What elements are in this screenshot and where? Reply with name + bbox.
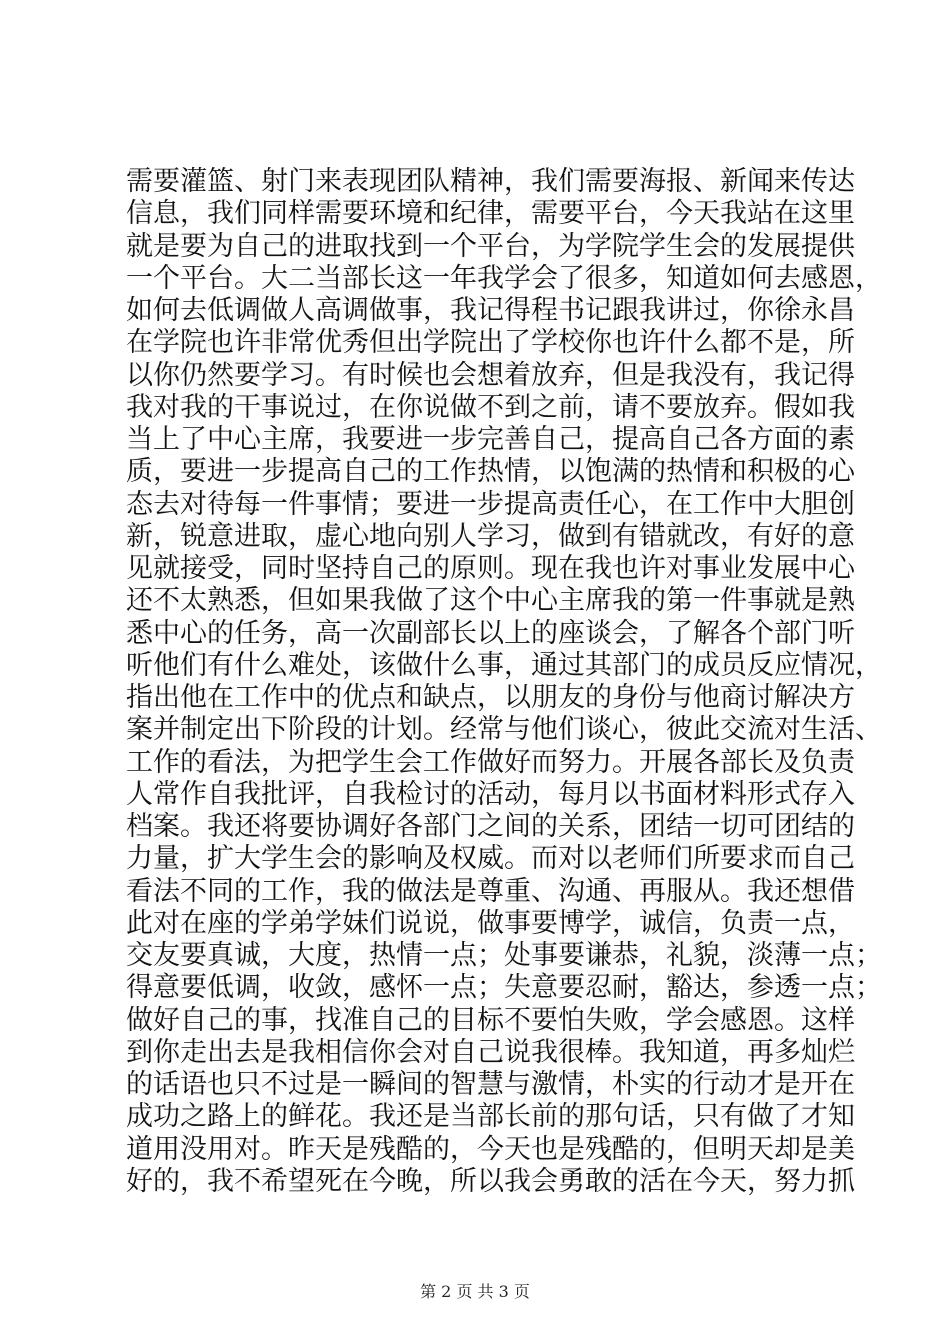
- text-line: 新，锐意进取，虚心地向别人学习，做到有错就改，有好的意: [126, 520, 855, 552]
- text-line: 此对在座的学弟学妹们说说，做事要博学，诚信，负责一点，: [126, 907, 855, 939]
- text-line: 力量，扩大学生会的影响及权威。而对以老师们所要求而自己: [126, 843, 855, 875]
- text-line: 见就接受，同时坚持自己的原则。现在我也许对事业发展中心: [126, 553, 855, 584]
- text-line: 成功之路上的鲜花。我还是当部长前的那句话，只有做了才知: [126, 1101, 855, 1133]
- body-text: [126, 166, 882, 1198]
- text-line: 悉中心的任务，高一次副部长以上的座谈会，了解各个部门听: [126, 617, 855, 649]
- text-line: 做好自己的事，找准自己的目标不要怕失败，学会感恩。这样: [126, 1004, 855, 1036]
- text-line: 交友要真诚，大度，热情一点；处事要谦恭，礼貌，淡薄一点；: [126, 940, 882, 971]
- text-line: 工作的看法，为把学生会工作做好而努力。开展各部长及负责: [126, 746, 855, 778]
- text-line: 得意要低调，收敛，感怀一点；失意要忍耐，豁达，参透一点；: [126, 972, 882, 1004]
- text-line: 还不太熟悉，但如果我做了这个中心主席我的第一件事就是熟: [126, 585, 855, 617]
- text-line: 就是要为自己的进取找到一个平台，为学院学生会的发展提供: [126, 230, 855, 262]
- text-line: 信息，我们同样需要环境和纪律，需要平台，今天我站在这里: [126, 198, 855, 230]
- text-line: 档案。我还将要协调好各部门之间的关系，团结一切可团结的: [126, 811, 855, 842]
- text-line: 好的，我不希望死在今晚，所以我会勇敢的活在今天，努力抓: [126, 1165, 855, 1197]
- text-line: 人常作自我批评，自我检讨的活动，每月以书面材料形式存入: [126, 778, 855, 810]
- text-line: 的话语也只不过是一瞬间的智慧与激情，朴实的行动才是开在: [126, 1069, 855, 1100]
- text-line: 在学院也许非常优秀但出学院出了学校你也许什么都不是，所: [126, 327, 855, 359]
- text-line: 到你走出去是我相信你会对自己说我很棒。我知道，再多灿烂: [126, 1036, 855, 1068]
- text-line: 当上了中心主席，我要进一步完善自己，提高自己各方面的素: [126, 424, 855, 455]
- text-line: 如何去低调做人高调做事，我记得程书记跟我讲过，你徐永昌: [126, 295, 855, 326]
- text-line: 案并制定出下阶段的计划。经常与他们谈心，彼此交流对生活、: [126, 714, 882, 746]
- text-line: 看法不同的工作，我的做法是尊重、沟通、再服从。我还想借: [126, 875, 855, 907]
- text-line: 听他们有什么难处，该做什么事，通过其部门的成员反应情况，: [126, 649, 882, 681]
- text-line: 需要灌篮、射门来表现团队精神，我们需要海报、新闻来传达: [126, 166, 855, 197]
- text-line: 态去对待每一件事情；要进一步提高责任心，在工作中大胆创: [126, 488, 855, 520]
- page-footer: 第 2 页 共 3 页: [420, 1282, 530, 1301]
- text-line: 我对我的干事说过，在你说做不到之前，请不要放弃。假如我: [126, 391, 855, 423]
- text-line: 以你仍然要学习。有时候也会想着放弃，但是我没有，我记得: [126, 359, 855, 391]
- text-line: 道用没用对。昨天是残酷的，今天也是残酷的，但明天却是美: [126, 1133, 855, 1165]
- text-line: 指出他在工作中的优点和缺点，以朋友的身份与他商讨解决方: [126, 682, 855, 713]
- text-line: 一个平台。大二当部长这一年我学会了很多，知道如何去感恩，: [126, 262, 882, 294]
- text-line: 质，要进一步提高自己的工作热情，以饱满的热情和积极的心: [126, 456, 855, 488]
